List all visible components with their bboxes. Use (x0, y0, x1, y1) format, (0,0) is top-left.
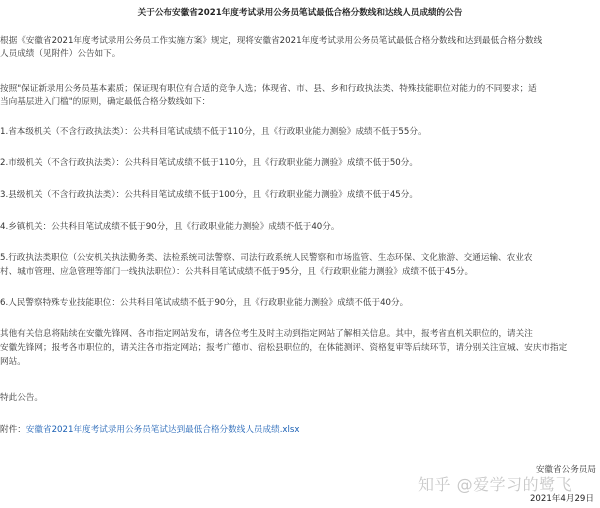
cutoff-item-6: 6.人民警察特殊专业技能职位：公共科目笔试成绩不低于90分，且《行政职业能力测验》成绩不低于40分。 (0, 298, 409, 308)
intro-line-1: 根据《安徽省2021年度考试录用公务员工作实施方案》规定，现将安徽省2021年度考试录用公务员笔试最低合格分数线和达到最低合格分数线 (0, 36, 543, 46)
other-info-line-3: 网站。 (0, 357, 26, 367)
cutoff-item-5-line-1: 5.行政执法类职位（公安机关执法勤务类、法检系统司法警察、司法行政系统人民警察和市场监管、生态环保、文化旅游、交通运输、农业农 (0, 253, 533, 263)
intro-line-2: 人员成绩（见附件）公告如下。 (0, 49, 121, 59)
cutoff-item-5-line-2: 村、城市管理、应急管理等部门一线执法职位）：公共科目笔试成绩不低于95分，且《行政职业能力测验》成绩不低于45分。 (0, 267, 474, 277)
principle-line-2: 当向基层进入门槛"的原则，确定最低合格分数线如下： (0, 97, 211, 107)
other-info-line-2: 安徽先锋网；报考各市职位的，请关注各市指定网站；报考广德市、宿松县职位的，在体能测评、资格复审等后续环节，请分别关注宣城、安庆市指定 (0, 343, 568, 353)
attachment-row (0, 424, 598, 437)
cutoff-item-2: 2.市级机关（不含行政执法类）：公共科目笔试成绩不低于110分，且《行政职业能力测验》成绩不低于50分。 (0, 158, 418, 168)
notice-text: 特此公告。 (0, 393, 43, 403)
cutoff-item-4: 4.乡镇机关：公共科目笔试成绩不低于90分，且《行政职业能力测验》成绩不低于40分。 (0, 222, 340, 232)
principle-line-1: 按照"保证新录用公务员基本素质；保证现有职位有合适的竞争人选；体现省、市、县、乡和行政执法类、特殊技能职位对能力的不同要求；适 (0, 84, 537, 94)
other-info-line-1: 其他有关信息将陆续在安徽先锋网、各市指定网站发布，请各位考生及时主动到指定网站了解相关信息。其中，报考省直机关职位的，请关注 (0, 329, 533, 339)
cutoff-item-3: 3.县级机关（不含行政执法类）：公共科目笔试成绩不低于100分，且《行政职业能力测验》成绩不低于45分。 (0, 190, 418, 200)
cutoff-item-1: 1.省本级机关（不含行政执法类）：公共科目笔试成绩不低于110分，且《行政职业能力测验》成绩不低于55分。 (0, 127, 427, 137)
signature-org: 安徽省公务员局 (535, 465, 596, 475)
page-title: 关于公布安徽省2021年度考试录用公务员笔试最低合格分数线和达线人员成绩的公告 (137, 8, 463, 18)
zhihu-watermark: 知乎 @爱学习的鹭飞 (418, 475, 573, 494)
attachment-label: 附件： (0, 425, 26, 435)
signature-date: 2021年4月29日 (529, 494, 594, 504)
attachment-link[interactable]: 安徽省2021年度考试录用公务员笔试达到最低合格分数线人员成绩.xlsx (25, 425, 300, 435)
